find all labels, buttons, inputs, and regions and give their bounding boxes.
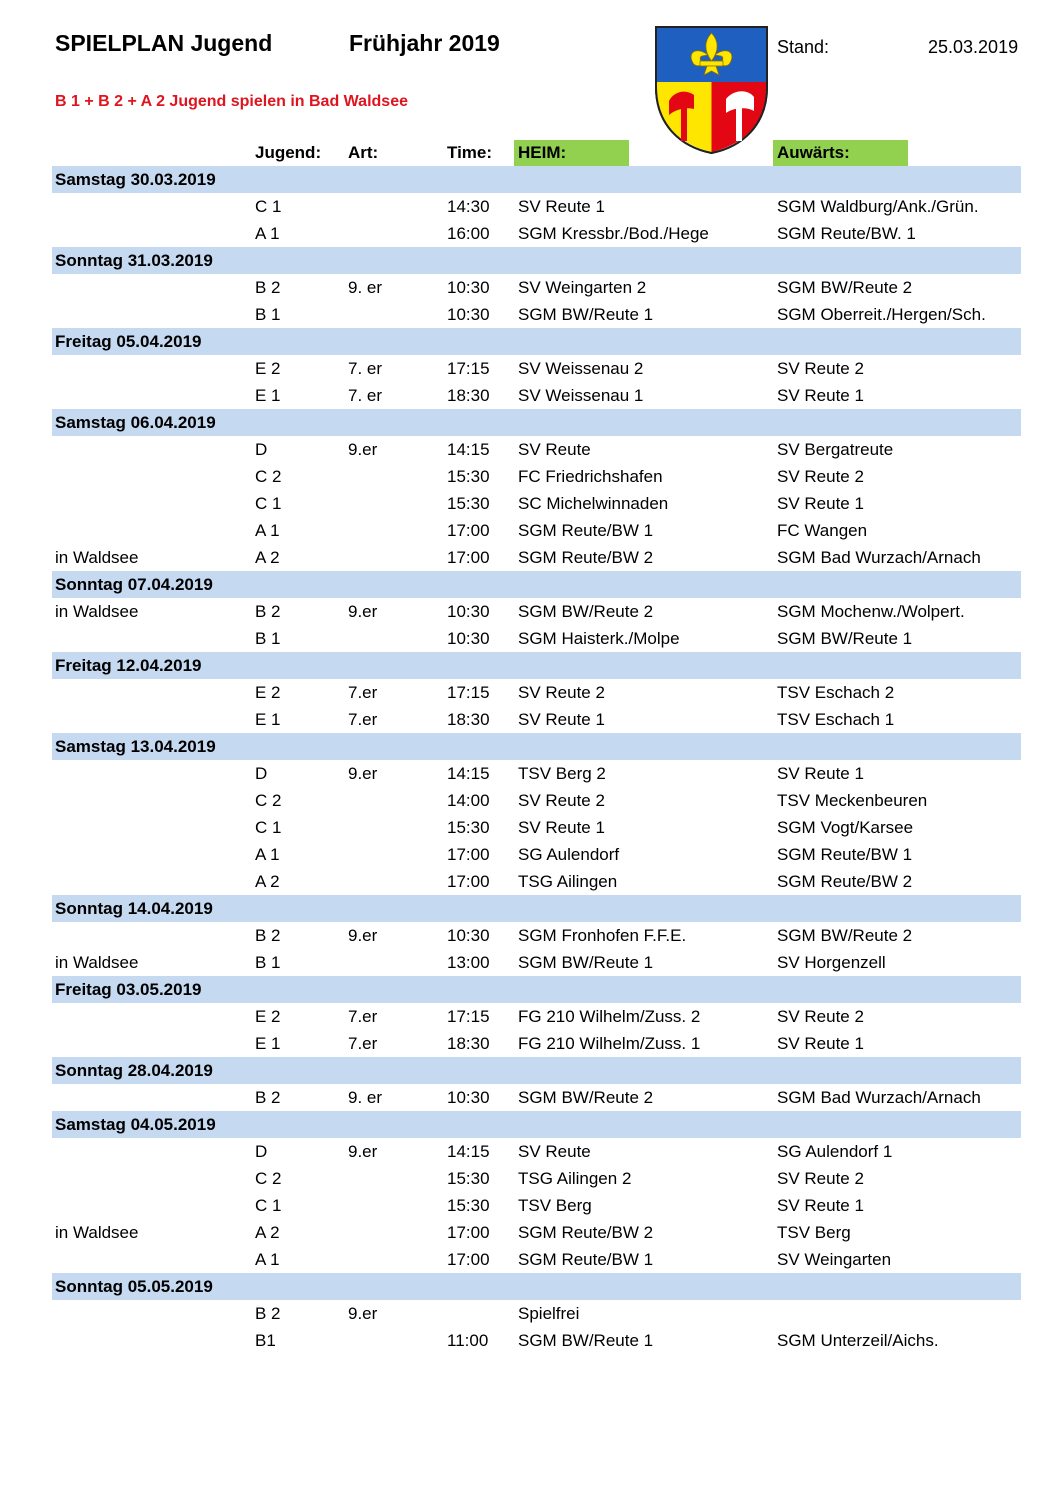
game-home-team: SV Reute	[518, 440, 591, 459]
game-art: 9. er	[348, 278, 383, 297]
game-time: 17:00	[447, 548, 490, 567]
day-header: Samstag 13.04.2019	[52, 733, 1021, 760]
game-row	[52, 868, 1021, 895]
day-header: Sonntag 31.03.2019	[52, 247, 1021, 274]
game-jugend: B 2	[255, 1304, 281, 1323]
game-row	[52, 1300, 1021, 1327]
game-time: 18:30	[447, 1034, 490, 1053]
game-away-team: SGM BW/Reute 2	[777, 278, 913, 297]
game-row	[52, 1138, 1021, 1165]
season-title: Frühjahr 2019	[349, 30, 500, 56]
game-away-team: SV Horgenzell	[777, 953, 886, 972]
day-header: Freitag 03.05.2019	[52, 976, 1021, 1003]
game-home-team: FG 210 Wilhelm/Zuss. 1	[518, 1034, 701, 1053]
col-art: Art:	[348, 143, 379, 162]
day-header: Samstag 04.05.2019	[52, 1111, 1021, 1138]
game-row	[52, 625, 1021, 652]
game-row	[52, 490, 1021, 517]
game-row	[52, 1003, 1021, 1030]
game-away-team: SV Reute 1	[777, 1196, 864, 1215]
col-jugend: Jugend:	[255, 143, 322, 162]
game-away-team: SGM Waldburg/Ank./Grün.	[777, 197, 979, 216]
page-title: SPIELPLAN Jugend	[55, 30, 273, 56]
game-home-team: SG Aulendorf	[518, 845, 620, 864]
game-home-team: SGM BW/Reute 1	[518, 953, 654, 972]
game-away-team: SGM Reute/BW. 1	[777, 224, 916, 243]
game-time: 17:00	[447, 872, 490, 891]
game-away-team: SGM BW/Reute 1	[777, 629, 913, 648]
game-time: 11:00	[447, 1331, 489, 1350]
game-row	[52, 949, 1021, 976]
crest-icon	[654, 25, 769, 155]
game-away-team: SV Reute 2	[777, 1169, 864, 1188]
game-time: 17:00	[447, 845, 490, 864]
game-home-team: SV Reute	[518, 1142, 591, 1161]
game-away-team: SGM Reute/BW 2	[777, 872, 913, 891]
game-away-team: SGM BW/Reute 2	[777, 926, 913, 945]
game-row	[52, 517, 1021, 544]
game-jugend: A 1	[255, 1250, 280, 1269]
game-jugend: C 2	[255, 791, 282, 810]
game-time: 10:30	[447, 602, 490, 621]
game-jugend: A 1	[255, 224, 280, 243]
game-home-team: SV Weingarten 2	[518, 278, 647, 297]
game-art: 7. er	[348, 359, 383, 378]
game-away-team: SV Weingarten	[777, 1250, 892, 1269]
game-time: 10:30	[447, 926, 490, 945]
game-row	[52, 274, 1021, 301]
game-home-team: SGM Reute/BW 2	[518, 1223, 654, 1242]
game-art: 9. er	[348, 1088, 383, 1107]
day-header: Freitag 05.04.2019	[52, 328, 1021, 355]
game-away-team: TSV Berg	[777, 1223, 851, 1242]
game-jugend: B 2	[255, 278, 281, 297]
game-home-team: SGM Reute/BW 2	[518, 548, 654, 567]
game-row	[52, 1327, 1021, 1354]
game-time: 14:00	[447, 791, 490, 810]
game-time: 16:00	[447, 224, 490, 243]
game-away-team: TSV Meckenbeuren	[777, 791, 928, 810]
game-row	[52, 1165, 1021, 1192]
game-jugend: A 2	[255, 548, 280, 567]
game-row	[52, 355, 1021, 382]
game-row	[52, 679, 1021, 706]
game-row	[52, 598, 1021, 625]
game-art: 7.er	[348, 1007, 378, 1026]
game-time: 10:30	[447, 305, 490, 324]
game-jugend: E 2	[255, 683, 281, 702]
game-art: 7.er	[348, 683, 378, 702]
game-row	[52, 544, 1021, 571]
game-home-team: SGM BW/Reute 2	[518, 1088, 654, 1107]
game-time: 14:30	[447, 197, 490, 216]
game-art: 7. er	[348, 386, 383, 405]
game-home-team: SGM Reute/BW 1	[518, 1250, 654, 1269]
game-location: in Waldsee	[55, 548, 139, 567]
game-row	[52, 301, 1021, 328]
game-home-team: TSV Berg	[518, 1196, 592, 1215]
game-away-team: SV Reute 1	[777, 494, 864, 513]
day-header: Sonntag 07.04.2019	[52, 571, 1021, 598]
game-time: 15:30	[447, 494, 490, 513]
game-art: 9.er	[348, 602, 378, 621]
game-row	[52, 220, 1021, 247]
game-away-team: SGM Bad Wurzach/Arnach	[777, 548, 981, 567]
venue-notice: B 1 + B 2 + A 2 Jugend spielen in Bad Waldsee	[55, 93, 408, 110]
game-home-team: SGM Reute/BW 1	[518, 521, 654, 540]
day-header: Sonntag 28.04.2019	[52, 1057, 1021, 1084]
game-location: in Waldsee	[55, 602, 139, 621]
game-row	[52, 436, 1021, 463]
game-jugend: C 1	[255, 1196, 282, 1215]
game-jugend: D	[255, 1142, 268, 1161]
schedule-table	[52, 166, 1021, 1354]
game-jugend: B 1	[255, 953, 281, 972]
game-home-team: SGM BW/Reute 1	[518, 305, 654, 324]
game-time: 10:30	[447, 1088, 490, 1107]
game-art: 9.er	[348, 440, 378, 459]
game-jugend: E 1	[255, 710, 281, 729]
game-art: 9.er	[348, 1304, 378, 1323]
game-away-team: SV Reute 2	[777, 467, 864, 486]
game-jugend: E 2	[255, 1007, 281, 1026]
game-home-team: SGM BW/Reute 1	[518, 1331, 654, 1350]
game-time: 17:15	[447, 359, 490, 378]
game-home-team: TSG Ailingen	[518, 872, 618, 891]
game-home-team: FG 210 Wilhelm/Zuss. 2	[518, 1007, 701, 1026]
game-home-team: SV Weissenau 1	[518, 386, 644, 405]
game-away-team: SV Reute 1	[777, 386, 864, 405]
game-home-team: SGM BW/Reute 2	[518, 602, 654, 621]
game-away-team: SV Reute 1	[777, 1034, 864, 1053]
game-row	[52, 1192, 1021, 1219]
game-row	[52, 1030, 1021, 1057]
game-away-team: SV Reute 2	[777, 1007, 864, 1026]
game-home-team: Spielfrei	[518, 1304, 580, 1323]
game-time: 17:15	[447, 683, 490, 702]
column-headers	[0, 140, 1057, 166]
game-row	[52, 841, 1021, 868]
game-jugend: D	[255, 764, 268, 783]
game-row	[52, 706, 1021, 733]
game-time: 14:15	[447, 764, 490, 783]
game-jugend: B 2	[255, 602, 281, 621]
game-home-team: SV Reute 1	[518, 710, 605, 729]
game-away-team: SV Reute 1	[777, 764, 864, 783]
game-home-team: SV Reute 1	[518, 818, 605, 837]
game-away-team: FC Wangen	[777, 521, 868, 540]
game-art: 9.er	[348, 764, 378, 783]
game-time: 14:15	[447, 1142, 490, 1161]
game-jugend: B 2	[255, 1088, 281, 1107]
game-jugend: A 2	[255, 1223, 280, 1242]
game-home-team: TSG Ailingen 2	[518, 1169, 632, 1188]
game-art: 9.er	[348, 1142, 378, 1161]
day-header: Sonntag 14.04.2019	[52, 895, 1021, 922]
game-jugend: B 1	[255, 305, 281, 324]
game-time: 17:00	[447, 521, 490, 540]
game-home-team: SV Reute 1	[518, 197, 605, 216]
game-home-team: SV Weissenau 2	[518, 359, 644, 378]
game-jugend: B1	[255, 1331, 276, 1350]
game-row	[52, 787, 1021, 814]
game-jugend: C 2	[255, 1169, 282, 1188]
game-home-team: SGM Haisterk./Molpe	[518, 629, 680, 648]
stand-label: Stand:	[777, 37, 830, 57]
game-away-team: TSV Eschach 2	[777, 683, 895, 702]
game-jugend: C 2	[255, 467, 282, 486]
game-time: 14:15	[447, 440, 490, 459]
game-row	[52, 1246, 1021, 1273]
game-away-team: TSV Eschach 1	[777, 710, 895, 729]
game-home-team: FC Friedrichshafen	[518, 467, 663, 486]
game-jugend: C 1	[255, 197, 282, 216]
game-away-team: SGM Unterzeil/Aichs.	[777, 1331, 939, 1350]
game-jugend: B 2	[255, 926, 281, 945]
col-auswaerts: Auwärts:	[773, 140, 908, 166]
game-time: 17:15	[447, 1007, 490, 1026]
stand-date: 25.03.2019	[928, 37, 1019, 57]
game-jugend: B 1	[255, 629, 281, 648]
game-jugend: C 1	[255, 818, 282, 837]
game-time: 17:00	[447, 1223, 490, 1242]
game-jugend: E 2	[255, 359, 281, 378]
game-home-team: SV Reute 2	[518, 791, 605, 810]
game-home-team: SV Reute 2	[518, 683, 605, 702]
game-art: 7.er	[348, 1034, 378, 1053]
game-away-team: SGM Reute/BW 1	[777, 845, 913, 864]
game-jugend: A 2	[255, 872, 280, 891]
game-row	[52, 814, 1021, 841]
game-time: 17:00	[447, 1250, 490, 1269]
game-away-team: SV Reute 2	[777, 359, 864, 378]
game-row	[52, 193, 1021, 220]
game-home-team: SC Michelwinnaden	[518, 494, 669, 513]
day-header: Sonntag 05.05.2019	[52, 1273, 1021, 1300]
day-header: Samstag 30.03.2019	[52, 166, 1021, 193]
game-row	[52, 463, 1021, 490]
game-art: 9.er	[348, 926, 378, 945]
col-heim: HEIM:	[514, 140, 629, 166]
day-header: Samstag 06.04.2019	[52, 409, 1021, 436]
game-time: 10:30	[447, 278, 490, 297]
day-header: Freitag 12.04.2019	[52, 652, 1021, 679]
game-time: 18:30	[447, 710, 490, 729]
game-time: 15:30	[447, 467, 490, 486]
game-away-team: SGM Mochenw./Wolpert.	[777, 602, 965, 621]
game-away-team: SV Bergatreute	[777, 440, 894, 459]
game-jugend: E 1	[255, 386, 281, 405]
game-row	[52, 922, 1021, 949]
game-row	[52, 1084, 1021, 1111]
game-time: 10:30	[447, 629, 490, 648]
game-jugend: A 1	[255, 845, 280, 864]
game-home-team: SGM Fronhofen F.F.E.	[518, 926, 687, 945]
game-away-team: SGM Oberreit./Hergen/Sch.	[777, 305, 986, 324]
game-location: in Waldsee	[55, 1223, 139, 1242]
game-jugend: C 1	[255, 494, 282, 513]
game-art: 7.er	[348, 710, 378, 729]
game-time: 15:30	[447, 818, 490, 837]
game-jugend: D	[255, 440, 268, 459]
game-jugend: E 1	[255, 1034, 281, 1053]
game-time: 13:00	[447, 953, 490, 972]
game-time: 18:30	[447, 386, 490, 405]
game-home-team: TSV Berg 2	[518, 764, 606, 783]
game-time: 15:30	[447, 1169, 490, 1188]
game-jugend: A 1	[255, 521, 280, 540]
game-location: in Waldsee	[55, 953, 139, 972]
game-row	[52, 382, 1021, 409]
game-away-team: SGM Bad Wurzach/Arnach	[777, 1088, 981, 1107]
game-row	[52, 1219, 1021, 1246]
game-row	[52, 760, 1021, 787]
game-time: 15:30	[447, 1196, 490, 1215]
game-away-team: SG Aulendorf 1	[777, 1142, 893, 1161]
game-away-team: SGM Vogt/Karsee	[777, 818, 914, 837]
col-time: Time:	[447, 143, 493, 162]
game-home-team: SGM Kressbr./Bod./Hege	[518, 224, 709, 243]
